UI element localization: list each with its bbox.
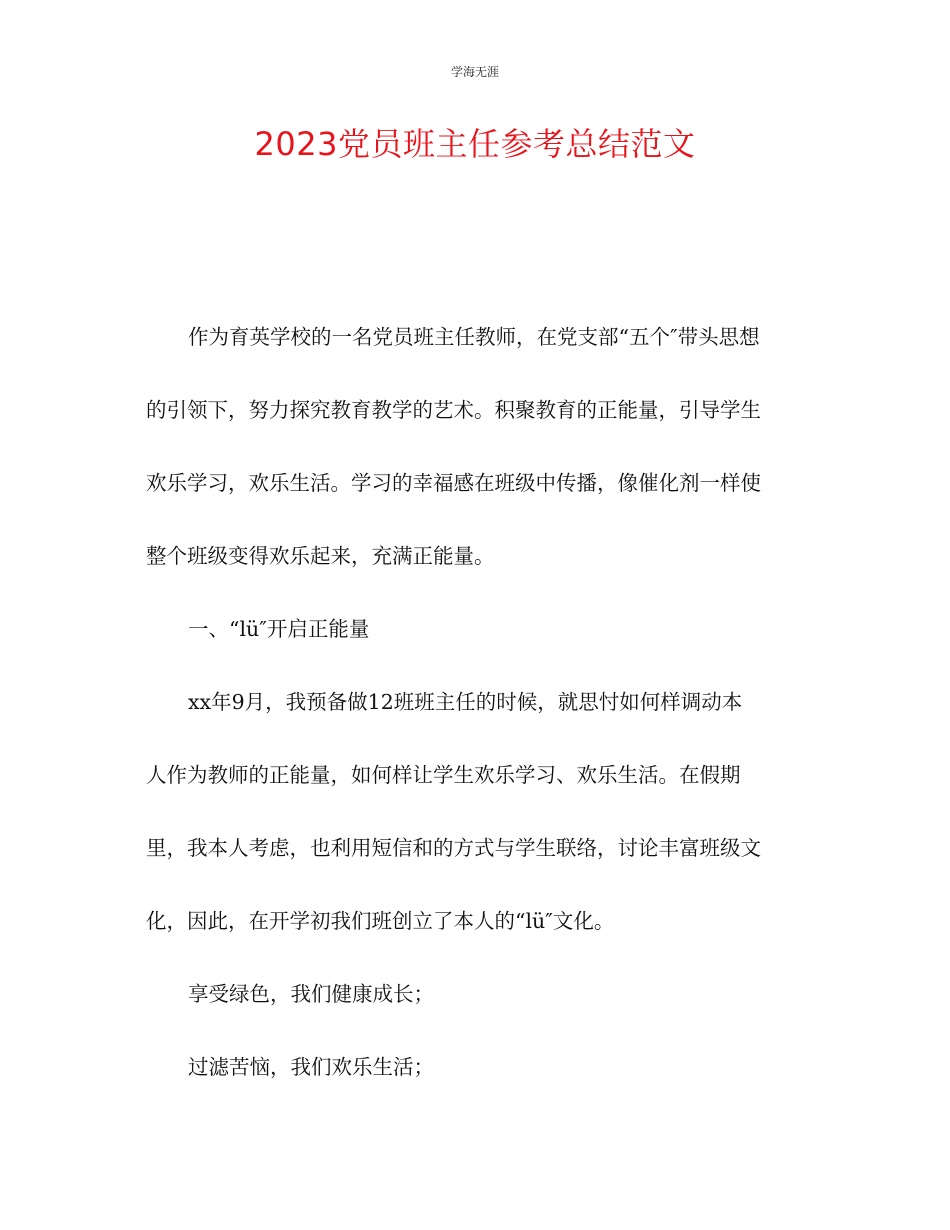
page-header: 学海无涯: [450, 65, 499, 79]
paragraph-2-line-2: 人作为教师的正能量，如何样让学生欢乐学习、欢乐生活。在假期: [146, 763, 741, 787]
paragraph-3: 享受绿色，我们健康成长；: [188, 982, 434, 1006]
paragraph-1-line-4: 整个班级变得欢乐起来，充满正能量。: [146, 544, 495, 568]
paragraph-1-line-1: 作为育英学校的一名党员班主任教师，在党支部“五个″带头思想: [188, 325, 760, 349]
paragraph-1-line-2: 的引领下，努力探究教育教学的艺术。积聚教育的正能量，引导学生: [146, 398, 761, 422]
document-title: 2023党员班主任参考总结范文: [254, 125, 696, 163]
paragraph-1-line-3: 欢乐学习，欢乐生活。学习的幸福感在班级中传播，像催化剂一样使: [146, 471, 761, 495]
paragraph-2-line-4: 化，因此，在开学初我们班创立了本人的“lü″文化。: [146, 909, 615, 933]
section-heading-1: 一、“lü″开启正能量: [188, 617, 370, 641]
paragraph-2-line-1: xx年9月，我预备做12班班主任的时候，就思忖如何样调动本: [188, 690, 743, 714]
paragraph-4: 过滤苦恼，我们欢乐生活；: [188, 1055, 434, 1079]
paragraph-2-line-3: 里，我本人考虑，也利用短信和的方式与学生联络，讨论丰富班级文: [146, 836, 761, 860]
